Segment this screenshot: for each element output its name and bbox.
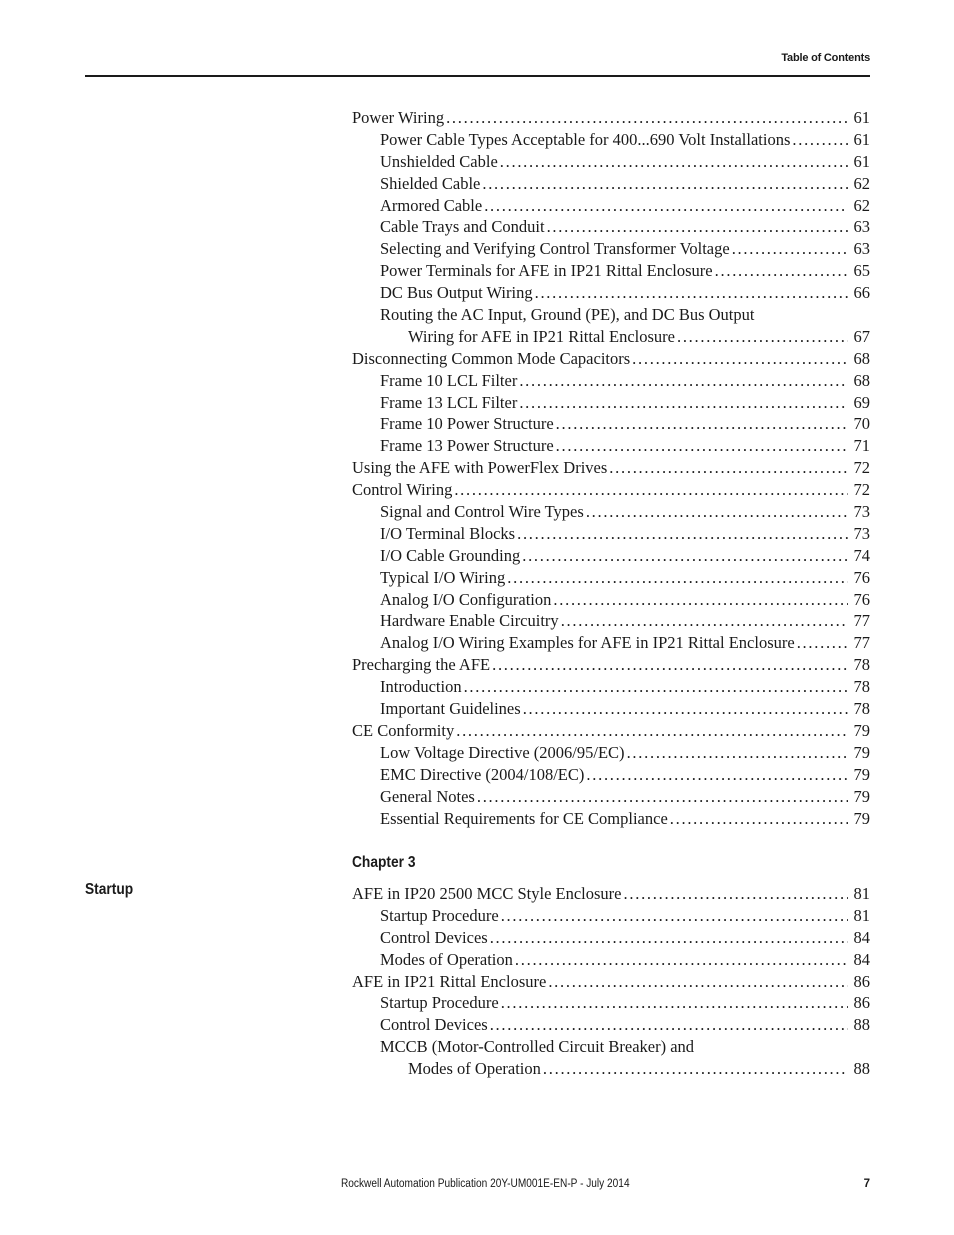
toc-entry[interactable]	[352, 567, 870, 589]
toc-entry[interactable]	[352, 808, 870, 830]
toc-entry-page: 62	[853, 173, 870, 193]
toc-leader-dots	[482, 173, 848, 195]
toc-entry-title: General Notes	[380, 786, 475, 806]
toc-entry-page: 74	[853, 545, 870, 565]
toc-entry[interactable]	[352, 676, 870, 698]
toc-entry-title: Armored Cable	[380, 195, 483, 215]
footer-publication: Rockwell Automation Publication 20Y-UM001E-EN-P - July 2014	[341, 1178, 630, 1190]
toc-entry-page: 63	[853, 239, 870, 259]
toc-leader-dots	[490, 1014, 848, 1036]
toc-leader-dots	[556, 435, 848, 457]
toc-entry-page: 61	[853, 151, 870, 171]
toc-entry-title: Cable Trays and Conduit	[380, 217, 545, 237]
toc-leader-dots	[547, 216, 848, 238]
toc-entry-title: I/O Cable Grounding	[380, 545, 521, 565]
toc-leader-dots	[561, 610, 848, 632]
toc-entry-page: 86	[853, 993, 870, 1013]
toc-leader-dots	[553, 589, 848, 611]
toc-entry-page: 76	[853, 589, 870, 609]
toc-entry-page: 79	[853, 720, 870, 740]
toc-entry-page: 81	[853, 905, 870, 925]
toc-entry-title: Shielded Cable	[380, 173, 481, 193]
toc-entry[interactable]	[352, 326, 870, 348]
toc-leader-dots	[492, 654, 848, 676]
toc-entry-title: Unshielded Cable	[380, 151, 498, 171]
toc-entry-title: Selecting and Verifying Control Transformer Voltage	[380, 239, 730, 259]
toc-entry-page: 77	[853, 611, 870, 631]
toc-leader-dots	[543, 1058, 848, 1080]
toc-entry[interactable]	[352, 1014, 870, 1036]
toc-entry-title: Using the AFE with PowerFlex Drives	[352, 458, 608, 478]
toc-leader-dots	[464, 676, 848, 698]
toc-entry-title: Precharging the AFE	[352, 655, 491, 675]
toc-entry-page: 79	[853, 764, 870, 784]
toc-entry[interactable]	[352, 949, 870, 971]
toc-entry[interactable]	[352, 523, 870, 545]
toc-entry-page: 68	[853, 370, 870, 390]
toc-entry[interactable]	[352, 370, 870, 392]
toc-leader-dots	[632, 348, 848, 370]
toc-leader-dots	[535, 282, 848, 304]
toc-entry-title: AFE in IP21 Rittal Enclosure	[352, 971, 547, 991]
toc-entry-title: Frame 10 Power Structure	[380, 414, 554, 434]
toc-leader-dots	[548, 971, 848, 993]
toc-leader-dots	[609, 457, 848, 479]
toc-entry-page: 84	[853, 949, 870, 969]
toc-entry-page: 77	[853, 633, 870, 653]
toc-entry-page: 84	[853, 927, 870, 947]
toc-entry[interactable]	[352, 698, 870, 720]
toc-leader-dots	[454, 479, 848, 501]
toc-entry-title: Control Wiring	[352, 480, 453, 500]
toc-entry-page: 78	[853, 699, 870, 719]
toc-entry-page: 67	[853, 326, 870, 346]
toc-entry[interactable]	[352, 195, 870, 217]
toc-entry-title: Low Voltage Directive (2006/95/EC)	[380, 742, 625, 762]
footer-page-number: 7	[863, 1178, 870, 1190]
toc-entry-page: 79	[853, 808, 870, 828]
toc-entry-title: Control Devices	[380, 927, 488, 947]
toc-entry[interactable]	[352, 151, 870, 173]
toc-entry-title: AFE in IP20 2500 MCC Style Enclosure	[352, 884, 622, 903]
toc-entry-page: 69	[853, 392, 870, 412]
toc-entry[interactable]	[352, 905, 870, 927]
toc-entry-title: EMC Directive (2004/108/EC)	[380, 764, 585, 784]
chapter-label: Chapter 3	[352, 854, 416, 871]
toc-leader-dots	[715, 260, 848, 282]
toc-entry[interactable]	[352, 654, 870, 676]
toc-entry[interactable]	[352, 1058, 870, 1080]
toc-leader-dots	[792, 129, 848, 151]
toc-leader-dots	[515, 949, 848, 971]
toc-entry-title: Frame 10 LCL Filter	[380, 370, 518, 390]
toc-entry-page: 68	[853, 348, 870, 368]
toc-entry-title: CE Conformity	[352, 720, 455, 740]
toc-leader-dots	[586, 764, 848, 786]
toc-entry[interactable]	[352, 413, 870, 435]
toc-leader-dots	[501, 992, 848, 1014]
toc-leader-dots	[556, 413, 848, 435]
toc-entry[interactable]	[352, 927, 870, 949]
toc-leader-dots	[797, 632, 848, 654]
toc-entry-page: 71	[853, 436, 870, 456]
toc-entry[interactable]	[352, 238, 870, 260]
toc-entry-title: Frame 13 LCL Filter	[380, 392, 518, 412]
toc-entry-title: Introduction	[380, 677, 462, 697]
toc-leader-dots	[523, 698, 848, 720]
toc-leader-dots	[517, 523, 848, 545]
toc-entry-title: Modes of Operation	[408, 1059, 541, 1079]
toc-leader-dots	[624, 883, 848, 905]
toc-entry-title: Power Wiring	[352, 108, 445, 127]
toc-entry-title: Modes of Operation	[380, 949, 513, 969]
toc-entry-title: I/O Terminal Blocks	[380, 523, 516, 543]
toc-entry-title: Signal and Control Wire Types	[380, 502, 584, 522]
toc-leader-dots	[519, 370, 848, 392]
toc-entry-page: 72	[853, 480, 870, 500]
toc-entry[interactable]	[352, 129, 870, 151]
toc-entry-page: 86	[853, 971, 870, 991]
toc-entry-title: Essential Requirements for CE Compliance	[380, 808, 668, 828]
toc-entry[interactable]	[352, 435, 870, 457]
toc-entry-title: Startup Procedure	[380, 905, 499, 925]
toc-entry[interactable]	[352, 479, 870, 501]
toc-entry-page: 88	[853, 1059, 870, 1079]
toc-leader-dots	[477, 786, 848, 808]
toc-entry-title: Important Guidelines	[380, 699, 521, 719]
toc-entry-page: 73	[853, 502, 870, 522]
toc-entry[interactable]	[352, 589, 870, 611]
toc-entry-title: DC Bus Output Wiring	[380, 283, 533, 303]
toc-entry[interactable]	[352, 216, 870, 238]
toc-entry[interactable]	[352, 610, 870, 632]
toc-leader-dots	[677, 326, 848, 348]
toc-entry-title: Control Devices	[380, 1015, 488, 1035]
toc-leader-dots	[490, 927, 848, 949]
toc-entry-page: 76	[853, 567, 870, 587]
toc-entry-title: Disconnecting Common Mode Capacitors	[352, 348, 631, 368]
toc-leader-dots	[500, 151, 848, 173]
toc-entry-title: Typical I/O Wiring	[380, 567, 506, 587]
toc-entry-title: Analog I/O Configuration	[380, 589, 552, 609]
toc-entry[interactable]	[352, 786, 870, 808]
toc-entry-title: MCCB (Motor-Controlled Circuit Breaker) and	[380, 1037, 695, 1057]
toc-entry[interactable]	[352, 545, 870, 567]
toc-entry[interactable]	[352, 501, 870, 523]
toc-entry-page: 70	[853, 414, 870, 434]
toc-entry-page: 81	[853, 884, 870, 903]
toc-entry-page: 88	[853, 1015, 870, 1035]
toc-entry[interactable]	[352, 992, 870, 1014]
chapter-title: Startup	[85, 881, 134, 898]
toc-entry-title: Power Cable Types Acceptable for 400...690 Volt Installations	[380, 129, 791, 149]
toc-entry-title: Startup Procedure	[380, 993, 499, 1013]
toc-entry-title: Hardware Enable Circuitry	[380, 611, 559, 631]
toc-entry[interactable]	[352, 107, 870, 129]
toc-entry-title: Routing the AC Input, Ground (PE), and DC Bus Output	[380, 305, 755, 325]
toc-entry-title: Power Terminals for AFE in IP21 Rittal Enclosure	[380, 261, 713, 281]
toc-entry-page: 66	[853, 283, 870, 303]
header-rule	[85, 75, 870, 77]
toc-leader-dots	[507, 567, 848, 589]
running-header: Table of Contents	[781, 52, 870, 64]
toc-leader-dots	[484, 195, 848, 217]
toc-entry-page: 73	[853, 523, 870, 543]
toc-leader-dots	[627, 742, 848, 764]
toc-entry-page: 61	[853, 108, 870, 127]
toc-entry[interactable]	[352, 720, 870, 742]
toc-entry-page: 79	[853, 742, 870, 762]
toc-leader-dots	[519, 392, 848, 414]
toc-leader-dots	[501, 905, 848, 927]
toc-entry-title: Frame 13 Power Structure	[380, 436, 554, 456]
toc-entry-page: 79	[853, 786, 870, 806]
toc-entry[interactable]	[352, 971, 870, 993]
toc-entry[interactable]	[352, 457, 870, 479]
toc-entry-page: 65	[853, 261, 870, 281]
toc-entry[interactable]	[352, 632, 870, 654]
toc-leader-dots	[456, 720, 848, 742]
toc-entry-page: 61	[853, 129, 870, 149]
toc-entry[interactable]	[352, 348, 870, 370]
toc-entry[interactable]	[352, 260, 870, 282]
toc-block-power-wiring	[352, 107, 870, 829]
toc-entry-title: Analog I/O Wiring Examples for AFE in IP21 Rittal Enclosure	[380, 633, 795, 653]
toc-leader-dots	[586, 501, 848, 523]
toc-leader-dots	[446, 107, 848, 129]
toc-entry[interactable]	[352, 392, 870, 414]
toc-entry-page: 78	[853, 655, 870, 675]
toc-leader-dots	[522, 545, 848, 567]
toc-entry-page: 63	[853, 217, 870, 237]
toc-entry-title: Wiring for AFE in IP21 Rittal Enclosure	[408, 326, 675, 346]
toc-entry-page: 62	[853, 195, 870, 215]
toc-entry[interactable]	[352, 742, 870, 764]
toc-entry-page: 72	[853, 458, 870, 478]
toc-entry[interactable]	[352, 282, 870, 304]
toc-entry-page: 78	[853, 677, 870, 697]
toc-entry[interactable]	[352, 883, 870, 905]
toc-entry[interactable]	[352, 764, 870, 786]
toc-entry[interactable]	[352, 173, 870, 195]
toc-block-startup	[352, 883, 870, 1080]
toc-leader-dots	[732, 238, 848, 260]
toc-leader-dots	[670, 808, 848, 830]
